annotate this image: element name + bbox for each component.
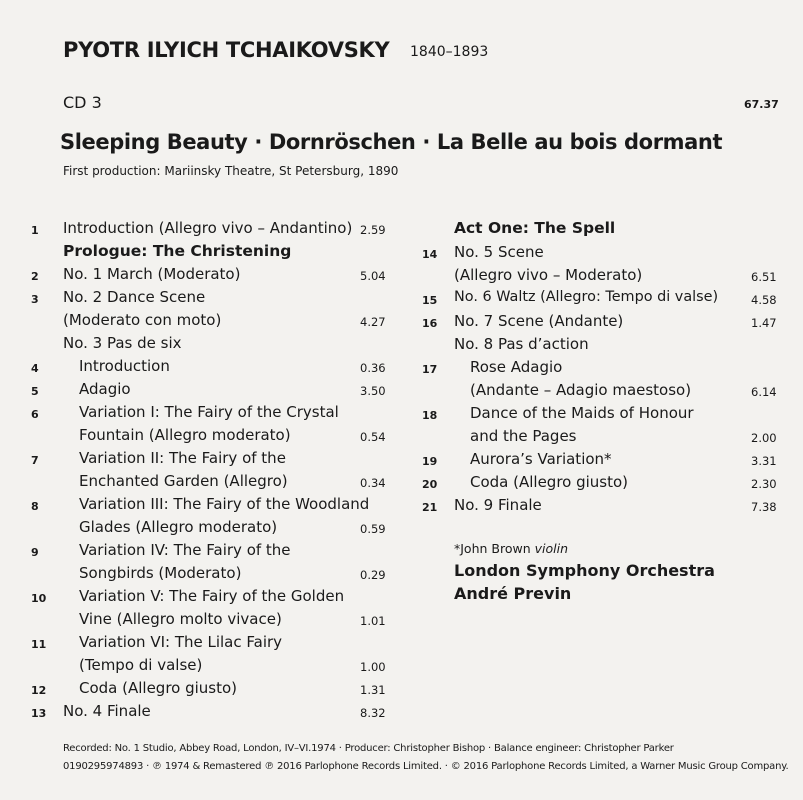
track-title-cont: (Andante – Adagio maestoso) [470, 381, 692, 399]
track-time: 0.54 [360, 430, 386, 444]
act-one-heading: Act One: The Spell [454, 219, 616, 237]
track-time: 0.34 [360, 476, 386, 490]
track-title-cont: (Moderato con moto) [63, 311, 222, 329]
track-time: 1.01 [360, 614, 386, 628]
track-title: No. 7 Scene (Andante) [454, 312, 624, 330]
track-title: No. 4 Finale [63, 702, 151, 720]
track-number: 20 [422, 478, 438, 491]
track-title: Dance of the Maids of Honour [470, 404, 694, 422]
track-time: 0.59 [360, 522, 386, 536]
soloist-instrument: violin [534, 541, 569, 556]
track-title: Aurora’s Variation* [470, 450, 612, 468]
track-number: 15 [422, 294, 438, 307]
copyright-credits: 0190295974893 · ℗ 1974 & Remastered ℗ 2016 Parlophone Records Limited. · © 2016 Parlophone Records Limited, a Warner Music Group Company. [63, 761, 789, 772]
track-time: 6.14 [751, 385, 777, 399]
track-title: Adagio [79, 380, 131, 398]
track-time: 8.32 [360, 706, 386, 720]
track-number: 2 [31, 270, 39, 283]
track-number: 12 [31, 684, 47, 697]
track-number: 4 [31, 362, 39, 375]
work-title: Sleeping Beauty · Dornröschen · La Belle au bois dormant [60, 130, 723, 154]
track-time: 1.31 [360, 683, 386, 697]
orchestra-name: London Symphony Orchestra [454, 561, 715, 580]
soloist-name: *John Brown [454, 541, 531, 556]
track-number: 13 [31, 707, 47, 720]
track-title-cont: Songbirds (Moderato) [79, 564, 242, 582]
track-number: 16 [422, 317, 438, 330]
conductor-name: André Previn [454, 584, 572, 603]
track-title: No. 6 Waltz (Allegro: Tempo di valse) [454, 289, 719, 305]
track-number: 18 [422, 409, 438, 422]
track-number: 10 [31, 592, 47, 605]
track-time: 1.00 [360, 660, 386, 674]
cd-label: CD 3 [63, 93, 102, 112]
track-title-cont: Glades (Allegro moderato) [79, 518, 278, 536]
track-time: 2.59 [360, 223, 386, 237]
pas-daction-heading: No. 8 Pas d’action [454, 335, 589, 353]
track-title-cont: Fountain (Allegro moderato) [79, 426, 291, 444]
track-title-cont: Enchanted Garden (Allegro) [79, 472, 288, 490]
track-title: Variation II: The Fairy of the [79, 449, 286, 467]
track-number: 7 [31, 454, 39, 467]
track-number: 17 [422, 363, 438, 376]
track-time: 6.51 [751, 270, 777, 284]
track-title: Variation IV: The Fairy of the [79, 541, 291, 559]
track-time: 7.38 [751, 500, 777, 514]
track-number: 8 [31, 500, 39, 513]
track-time: 1.47 [751, 316, 777, 330]
total-duration: 67.37 [744, 98, 779, 111]
first-production: First production: Mariinsky Theatre, St Petersburg, 1890 [63, 164, 399, 178]
prologue-heading: Prologue: The Christening [63, 242, 292, 260]
track-title: Introduction (Allegro vivo – Andantino) [63, 219, 353, 237]
track-title-cont: (Allegro vivo – Moderato) [454, 266, 643, 284]
track-title: Introduction [79, 357, 170, 375]
track-title: Coda (Allegro giusto) [79, 679, 238, 697]
track-title-cont: Vine (Allegro molto vivace) [79, 610, 282, 628]
track-title: Variation V: The Fairy of the Golden [79, 587, 345, 605]
composer-years: 1840–1893 [410, 44, 489, 60]
track-number: 3 [31, 293, 39, 306]
track-number: 14 [422, 248, 438, 261]
track-time: 0.29 [360, 568, 386, 582]
track-number: 11 [31, 638, 47, 651]
composer-name: PYOTR ILYICH TCHAIKOVSKY [63, 38, 390, 62]
recording-credits: Recorded: No. 1 Studio, Abbey Road, London, IV–VI.1974 · Producer: Christopher Bishop · Balance engineer: Christopher Parker [63, 743, 674, 754]
track-number: 1 [31, 224, 39, 237]
track-number: 21 [422, 501, 438, 514]
track-time: 4.27 [360, 315, 386, 329]
track-number: 6 [31, 408, 39, 421]
track-time: 5.04 [360, 269, 386, 283]
track-title-cont: (Tempo di valse) [79, 656, 203, 674]
track-time: 2.00 [751, 431, 777, 445]
track-number: 19 [422, 455, 438, 468]
track-title: Rose Adagio [470, 358, 563, 376]
track-title: No. 1 March (Moderato) [63, 265, 241, 283]
soloist-note [454, 541, 568, 556]
pas-de-six-heading: No. 3 Pas de six [63, 334, 182, 352]
track-title: No. 9 Finale [454, 496, 542, 514]
track-title: Variation VI: The Lilac Fairy [79, 633, 283, 651]
track-number: 9 [31, 546, 39, 559]
track-time: 4.58 [751, 293, 777, 307]
track-time: 0.36 [360, 361, 386, 375]
track-time: 3.50 [360, 384, 386, 398]
track-title: Variation III: The Fairy of the Woodland [79, 495, 370, 513]
track-title: No. 5 Scene [454, 243, 544, 261]
track-title: Variation I: The Fairy of the Crystal [79, 403, 339, 421]
track-number: 5 [31, 385, 39, 398]
track-title: Coda (Allegro giusto) [470, 473, 629, 491]
track-time: 2.30 [751, 477, 777, 491]
track-title: No. 2 Dance Scene [63, 288, 206, 306]
track-time: 3.31 [751, 454, 777, 468]
track-title-cont: and the Pages [470, 427, 577, 445]
